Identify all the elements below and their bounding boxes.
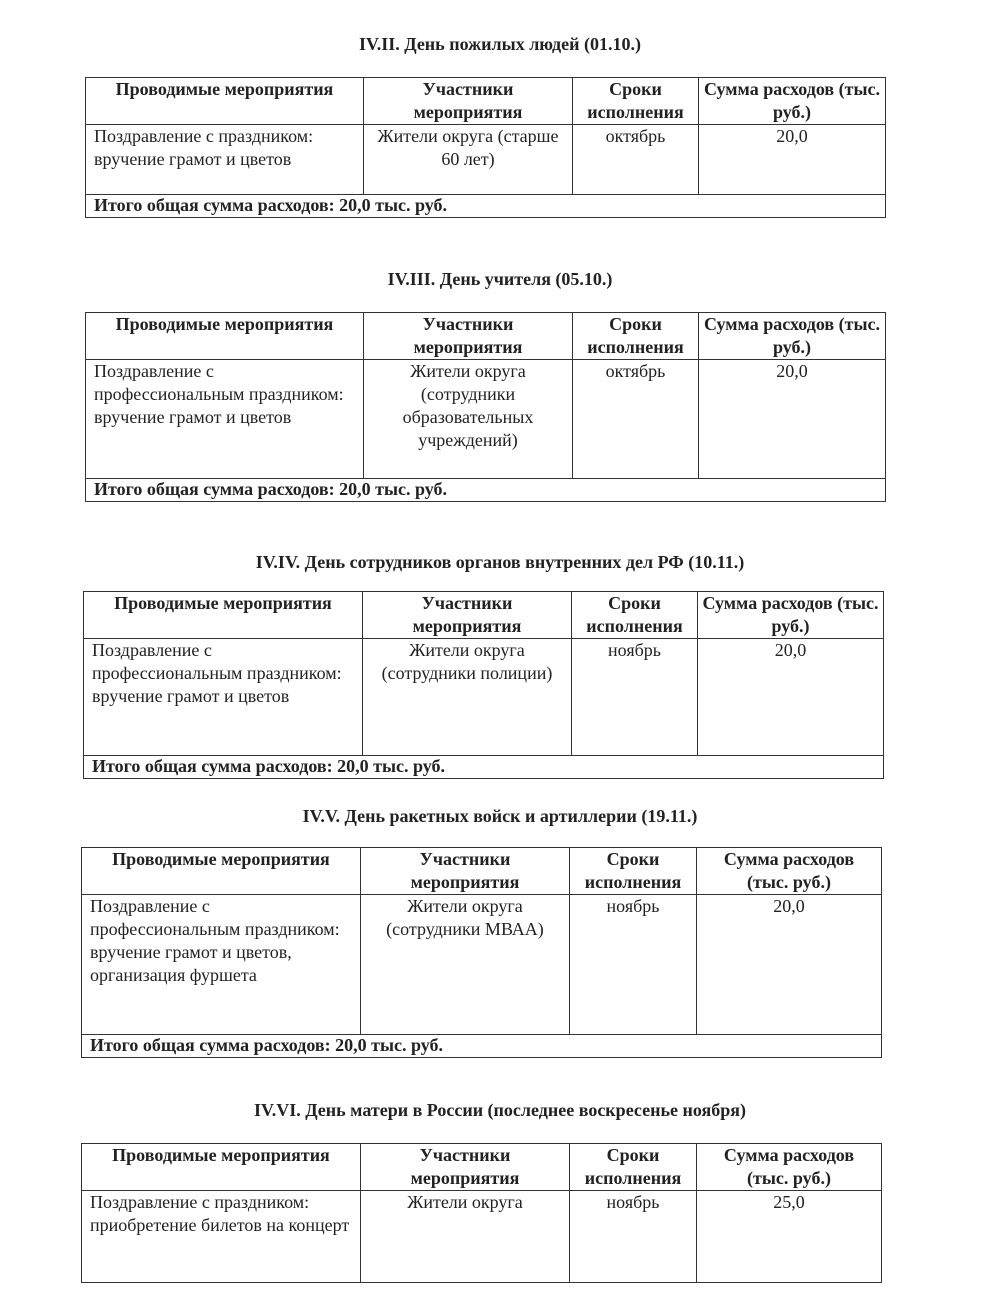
section-title: IV.V. День ракетных войск и артиллерии (19.11.) [302, 806, 698, 826]
section-title: IV.III. День учителя (05.10.) [387, 269, 613, 289]
header-participants: Участники мероприятия [361, 1144, 570, 1191]
participants-cell: Жители округа (сотрудники образовательных учреждений) [364, 360, 573, 479]
header-sum: Сумма расходов (тыс. руб.) [697, 848, 882, 895]
total-cell: Итого общая сумма расходов: 20,0 тыс. руб. [82, 1035, 882, 1058]
table-row [86, 360, 886, 479]
table-header-row [82, 848, 882, 895]
table-row [84, 639, 884, 756]
events-table [81, 847, 882, 1058]
table-row [82, 1191, 882, 1283]
participants-cell: Жители округа (старше 60 лет) [364, 125, 573, 195]
header-term: Сроки исполнения [573, 313, 699, 360]
term-cell: ноябрь [572, 639, 698, 756]
participants-cell: Жители округа (сотрудники полиции) [363, 639, 572, 756]
header-participants: Участники мероприятия [361, 848, 570, 895]
header-event: Проводимые мероприятия [86, 313, 364, 360]
header-participants: Участники мероприятия [364, 313, 573, 360]
header-term: Сроки исполнения [570, 848, 697, 895]
total-row [82, 1035, 882, 1058]
event-cell: Поздравление с профессиональным праздником: вручение грамот и цветов, организация фуршета [82, 895, 361, 1035]
total-row [84, 756, 884, 779]
total-row [86, 479, 886, 502]
participants-cell: Жители округа (сотрудники МВАА) [361, 895, 570, 1035]
term-cell: ноябрь [570, 1191, 697, 1283]
total-row [86, 195, 886, 218]
header-participants: Участники мероприятия [364, 78, 573, 125]
total-cell: Итого общая сумма расходов: 20,0 тыс. руб. [86, 195, 886, 218]
sum-cell: 20,0 [698, 639, 884, 756]
header-sum: Сумма расходов (тыс. руб.) [698, 592, 884, 639]
header-sum: Сумма расходов (тыс. руб.) [699, 313, 886, 360]
events-table [81, 1143, 882, 1283]
participants-cell: Жители округа [361, 1191, 570, 1283]
table-row [82, 895, 882, 1035]
event-cell: Поздравление с профессиональным праздником: вручение грамот и цветов [84, 639, 363, 756]
term-cell: октябрь [573, 125, 699, 195]
events-table [85, 77, 886, 218]
section-title: IV.II. День пожилых людей (01.10.) [359, 34, 641, 54]
sum-cell: 20,0 [699, 360, 886, 479]
term-cell: октябрь [573, 360, 699, 479]
section-title: IV.VI. День матери в России (последнее воскресенье ноября) [254, 1100, 746, 1120]
header-sum: Сумма расходов (тыс. руб.) [699, 78, 886, 125]
term-cell: ноябрь [570, 895, 697, 1035]
event-cell: Поздравление с праздником: приобретение билетов на концерт [82, 1191, 361, 1283]
header-participants: Участники мероприятия [363, 592, 572, 639]
event-cell: Поздравление с профессиональным праздником: вручение грамот и цветов [86, 360, 364, 479]
table-header-row [84, 592, 884, 639]
table-row [86, 125, 886, 195]
table-header-row [82, 1144, 882, 1191]
header-event: Проводимые мероприятия [84, 592, 363, 639]
events-table [83, 591, 884, 779]
total-cell: Итого общая сумма расходов: 20,0 тыс. руб. [86, 479, 886, 502]
table-header-row [86, 313, 886, 360]
total-cell: Итого общая сумма расходов: 20,0 тыс. руб. [84, 756, 884, 779]
header-term: Сроки исполнения [572, 592, 698, 639]
header-term: Сроки исполнения [570, 1144, 697, 1191]
sum-cell: 25,0 [697, 1191, 882, 1283]
header-sum: Сумма расходов (тыс. руб.) [697, 1144, 882, 1191]
section-title: IV.IV. День сотрудников органов внутренних дел РФ (10.11.) [255, 552, 745, 572]
header-event: Проводимые мероприятия [82, 1144, 361, 1191]
table-header-row [86, 78, 886, 125]
events-table [85, 312, 886, 502]
header-event: Проводимые мероприятия [82, 848, 361, 895]
event-cell: Поздравление с праздником: вручение грамот и цветов [86, 125, 364, 195]
sum-cell: 20,0 [697, 895, 882, 1035]
header-event: Проводимые мероприятия [86, 78, 364, 125]
sum-cell: 20,0 [699, 125, 886, 195]
header-term: Сроки исполнения [573, 78, 699, 125]
